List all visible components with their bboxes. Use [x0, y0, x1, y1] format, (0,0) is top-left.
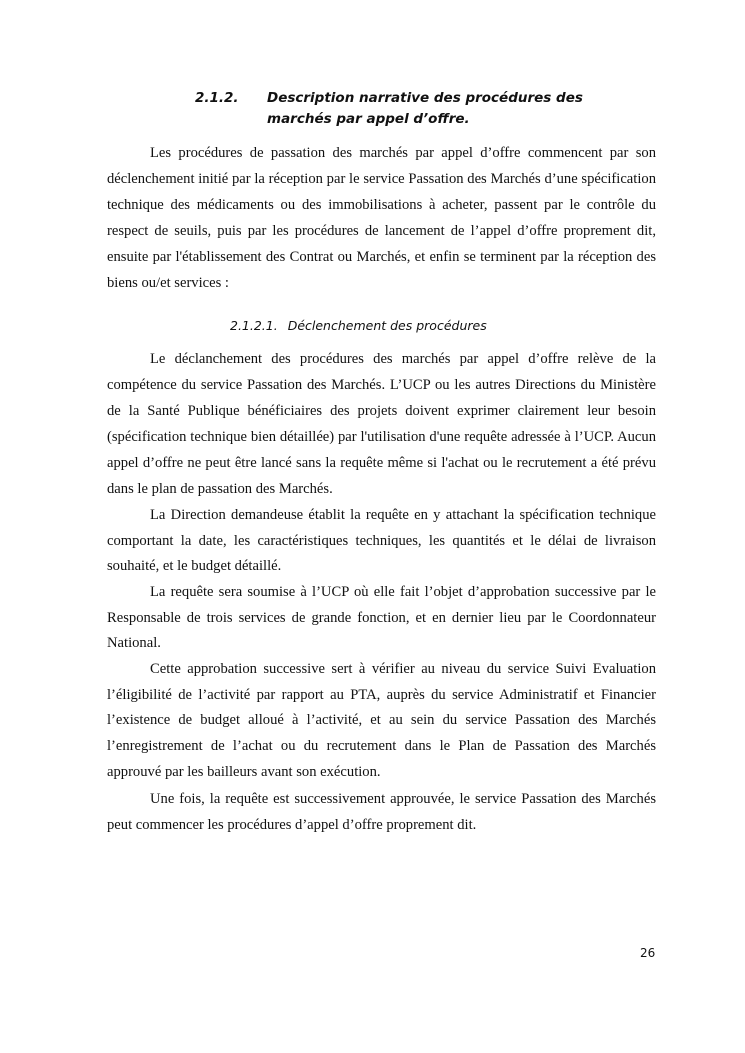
intro-paragraph: Les procédures de passation des marchés par appel d’offre commencent par son déclenchement initié par la réception par le service Passation des Marchés d’une spécification technique des médicaments ou des immobilisations à acheter, passent par le contrôle du respect de seuils, puis par les procédures de lancement de l’appel d’offre proprement dit, ensuite par l'établissement des Contrat ou Marchés, et enfin se terminent par la réception des biens ou/et services : [107, 145, 656, 291]
page-number: 26 [640, 946, 656, 960]
section-number: 2.1.2. [195, 90, 239, 106]
paragraph-declenchement: Le déclanchement des procédures des marchés par appel d’offre relève de la compétence du service Passation des Marchés. L’UCP ou les autres Directions du Ministère de la Santé Publique bénéficiaires des projets doivent exprimer clairement leur besoin (spécification technique bien détaillée) par l'utilisation d'une requête adressée à l’UCP. Aucun appel d’offre ne peut être lancé sans la requête même si l'achat ou le recrutement a été prévu dans le plan de passation des Marchés. [107, 351, 656, 497]
subsection-title: Déclenchement des procédures [287, 318, 487, 333]
paragraph-une-fois: Une fois, la requête est successivement approuvée, le service Passation des Marchés peut commencer les procédures d’appel d’offre proprement dit. [107, 791, 656, 833]
paragraph-approbation: Cette approbation successive sert à vérifier au niveau du service Suivi Evaluation l’éligibilité de l’activité par rapport au PTA, auprès du service Administratif et Financier l’existence de budget alloué à l’activité, et au sein du service Passation des Marchés l’enregistrement de l’achat ou du recrutement dans le Plan de Passation des Marchés approuvé par les bailleurs avant son exécution. [107, 661, 656, 780]
paragraph-direction-demandeuse: La Direction demandeuse établit la requête en y attachant la spécification technique comportant la date, les caractéristiques techniques, les quantités et le délai de livraison souhaité, et le budget détaillé. [107, 507, 656, 575]
section-title: Description narrative des procédures des marchés par appel d’offre. [267, 90, 583, 127]
subsection-number: 2.1.2.1. [230, 318, 278, 333]
subsection-heading [230, 316, 487, 336]
paragraph-requete-ucp: La requête sera soumise à l’UCP où elle fait l’objet d’approbation successive par le Responsable de trois services de grande fonction, et en dernier lieu par le Coordonnateur National. [107, 584, 656, 652]
